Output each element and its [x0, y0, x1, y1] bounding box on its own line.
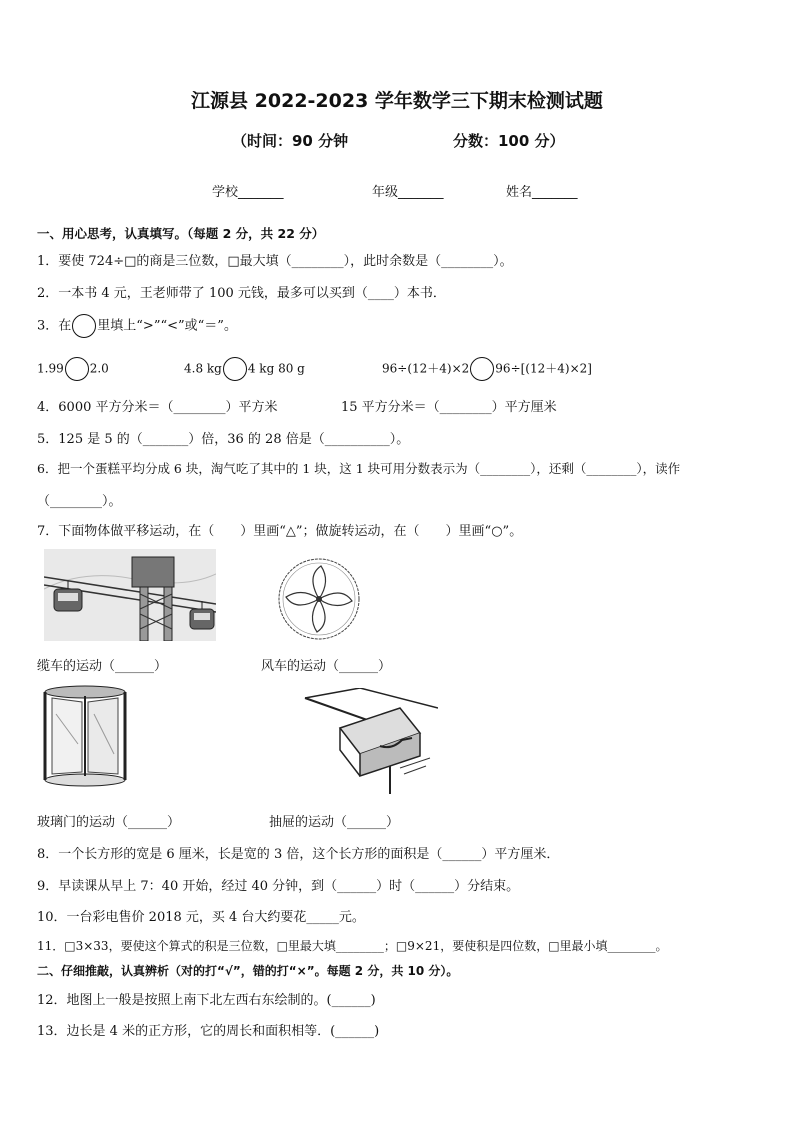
- name-field[interactable]: 姓名_______: [506, 185, 578, 200]
- question-13: 13．边长是 4 米的正方形，它的周长和面积相等．(______): [37, 1024, 380, 1039]
- school-field[interactable]: 学校_______: [212, 185, 284, 200]
- q3a-right: 2.0: [89, 361, 109, 376]
- compare-circle-b[interactable]: [223, 357, 247, 381]
- question-9: 9．早读课从早上 7：40 开始，经过 40 分钟，到（______）时（______）分结束。: [37, 879, 520, 894]
- q3-item-a: [37, 357, 109, 381]
- compare-circle-c[interactable]: [470, 357, 494, 381]
- q3a-left: 1.99: [37, 361, 64, 376]
- compare-circle-a[interactable]: [65, 357, 89, 381]
- page-title: 江源县 2022-2023 学年数学三下期末检测试题: [191, 90, 603, 112]
- cable-car-image: [44, 549, 216, 641]
- windmill-image: [276, 556, 362, 642]
- circle-icon: [72, 314, 96, 338]
- caption-windmill: 风车的运动（______）: [261, 659, 392, 674]
- q3b-right: 4 kg 80 g: [247, 361, 305, 376]
- question-5: 5．125 是 5 的（_______）倍，36 的 28 倍是（__________）。: [37, 432, 410, 447]
- question-2: 2．一本书 4 元，王老师带了 100 元钱，最多可以买到（____）本书．: [37, 286, 446, 301]
- caption-glass-door: 玻璃门的运动（______）: [37, 815, 181, 830]
- caption-cable-car: 缆车的运动（______）: [37, 659, 168, 674]
- question-3: [37, 314, 237, 338]
- q3-prefix: 3．在: [37, 318, 72, 334]
- question-4b: 15 平方分米＝（________）平方厘米: [341, 400, 557, 415]
- grade-field[interactable]: 年级_______: [372, 185, 444, 200]
- question-1: 1．要使 724÷□的商是三位数，□最大填（________），此时余数是（________）。: [37, 254, 513, 269]
- question-12: 12．地图上一般是按照上南下北左西右东绘制的。(______): [37, 993, 376, 1008]
- q3-suffix: 里填上“>”“<”或“＝”。: [97, 318, 237, 334]
- drawer-image: [300, 688, 438, 794]
- question-8: 8．一个长方形的宽是 6 厘米，长是宽的 3 倍，这个长方形的面积是（______）平方厘米．: [37, 847, 560, 862]
- question-6-cont: （________）。: [37, 494, 122, 509]
- caption-drawer: 抽屉的运动（______）: [269, 815, 400, 830]
- q3c-right: 96÷[(12＋4)×2]: [495, 361, 592, 376]
- q3-item-b: [184, 357, 305, 381]
- q3c-left: 96÷(12＋4)×2: [382, 361, 470, 376]
- q3b-left: 4.8 kg: [184, 361, 222, 376]
- exam-score: 分数：100 分）: [453, 132, 565, 150]
- section1-heading: 一、用心思考，认真填写。（每题 2 分，共 22 分）: [37, 226, 325, 241]
- exam-time: （时间：90 分钟: [232, 132, 349, 150]
- question-10: 10．一台彩电售价 2018 元，买 4 台大约要花_____元。: [37, 910, 365, 925]
- section2-heading: 二、仔细推敲，认真辨析（对的打“√”，错的打“×”。每题 2 分，共 10 分）。: [37, 964, 459, 978]
- question-4a: 4．6000 平方分米＝（________）平方米: [37, 400, 278, 415]
- question-11: 11．□3×33，要使这个算式的积是三位数，□里最大填________；□9×21，要使积是四位数，□里最小填________。: [37, 939, 668, 953]
- question-6: 6．把一个蛋糕平均分成 6 块，淘气吃了其中的 1 块，这 1 块可用分数表示为（________），还剩（________），读作: [37, 461, 681, 476]
- glass-door-image: [42, 684, 128, 788]
- q3-item-c: [382, 357, 592, 381]
- question-7: 7．下面物体做平移运动，在（ ）里画“△”；做旋转运动，在（ ）里画“○”。: [37, 524, 523, 539]
